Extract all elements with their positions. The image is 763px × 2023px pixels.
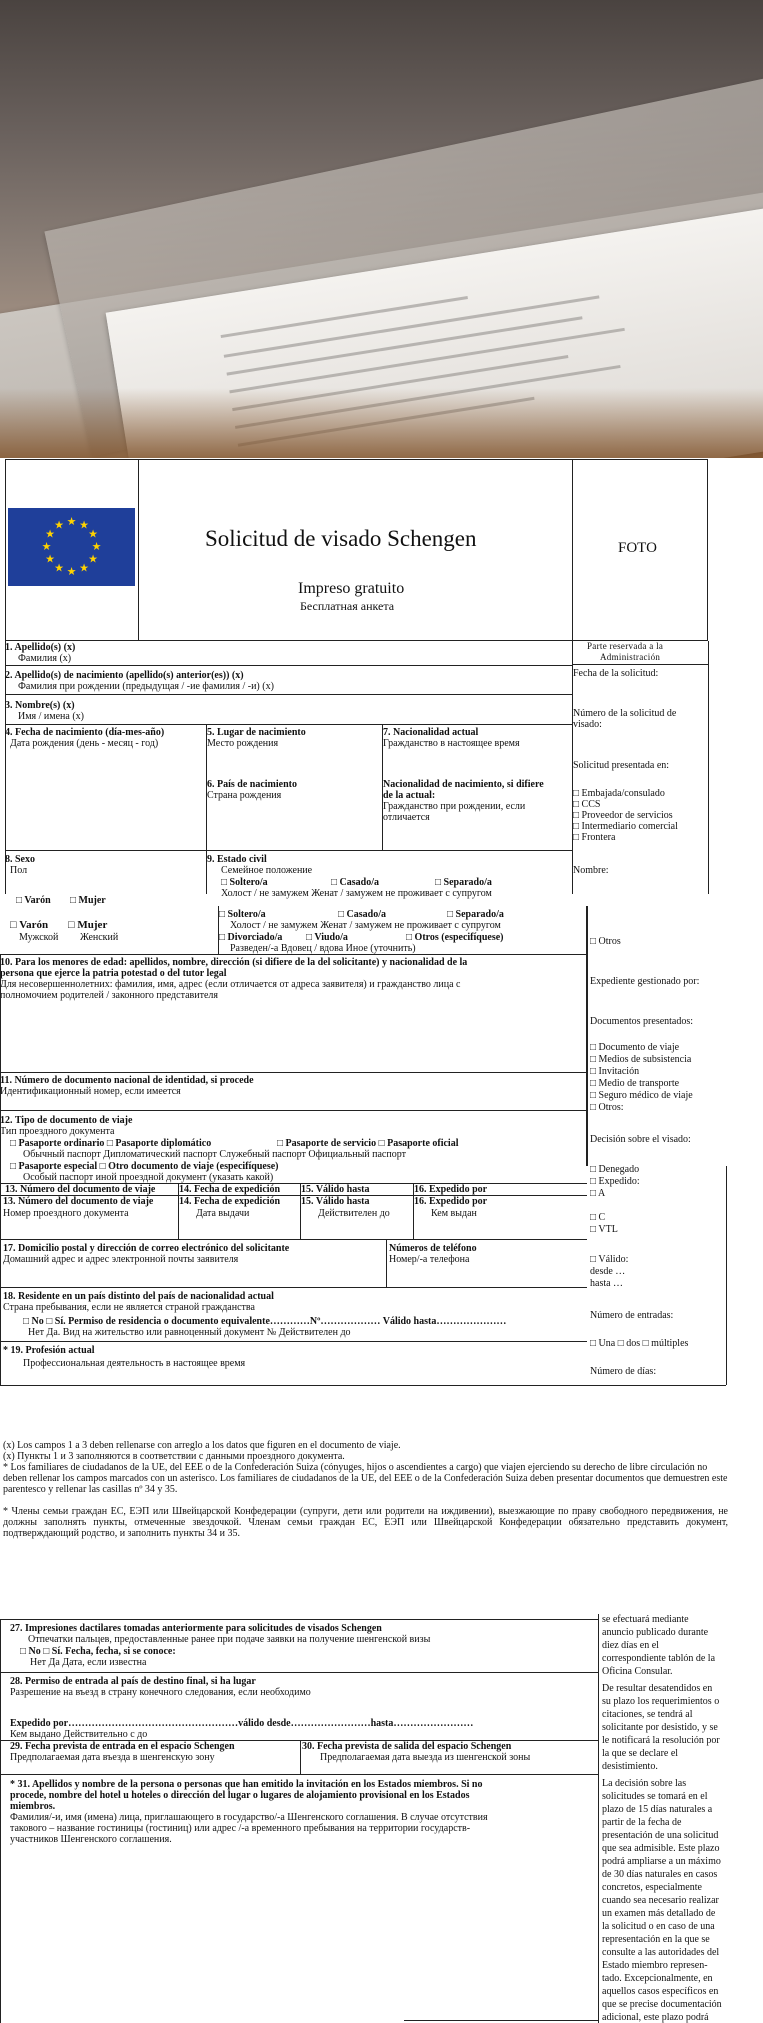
field-12-ru-2: Особый паспорт иной проездной документ (указать какой) (23, 1172, 274, 1183)
side-info-line: solicitante por desistido, y se (602, 1722, 718, 1733)
admin-opt-frontera: □ Frontera (573, 832, 616, 843)
field-8-ru: Пол (10, 865, 28, 876)
side-info-line: Estado miembro represen- (602, 1960, 708, 1971)
sex-male-checkbox-a[interactable]: □ Varón (16, 895, 51, 906)
sex-male-checkbox[interactable]: □ Varón (10, 919, 49, 931)
field-9-row-ru: Холост / не замужем Женат / замужем не проживает с супругом (230, 920, 501, 931)
side-info-line: partir de la fecha de (602, 1817, 682, 1828)
side-info-line: desistimiento. (602, 1761, 658, 1772)
field-7b-ru-1: Гражданство при рождении, если (383, 801, 526, 812)
field-6-label: 6. País de nacimiento (207, 779, 297, 790)
field-13-label: 13. Número del documento de viaje (3, 1196, 154, 1207)
field-30-label: 30. Fecha prevista de salida del espacio Schengen (302, 1741, 512, 1752)
field-10-label-2: persona que ejerce la patria potestad o del tutor legal (0, 968, 227, 979)
photo-box-label: FOTO (618, 540, 657, 556)
field-28-label: 28. Permiso de entrada al país de destino final, si ha lugar (10, 1676, 256, 1687)
side-info-line: de 30 días naturales en casos (602, 1869, 718, 1880)
field-27-opts-ru: Нет Да Дата, если известна (30, 1657, 147, 1668)
svg-text:★: ★ (66, 515, 77, 528)
field-29-label: 29. Fecha prevista de entrada en el espacio Schengen (10, 1741, 235, 1752)
field-12-label: 12. Tipo de documento de viaje (0, 1115, 133, 1126)
field-18-label: 18. Residente en un país distinto del país de nacionalidad actual (3, 1291, 274, 1302)
field-16-label: 16. Expedido por (414, 1196, 488, 1207)
field-31-ru-3: участников Шенгенского соглашения. (10, 1834, 172, 1845)
field-31-label-3: miembros. (10, 1801, 56, 1812)
admin-expediente: Expediente gestionado por: (590, 976, 700, 987)
field-28-expedido: Expedido por……………………………………………válido desde……………………hasta…………………… (10, 1718, 474, 1729)
admin-documentos: Documentos presentados: (590, 1016, 694, 1027)
field-7b-label-1: Nacionalidad de nacimiento, si difiere (383, 779, 544, 790)
field-12-ru-1: Обычный паспорт Дипломатический паспорт Служебный паспорт Официальный паспорт (23, 1149, 406, 1160)
svg-text:★: ★ (54, 518, 64, 532)
field-15-label-a: 15. Válido hasta (301, 1184, 370, 1195)
admin-dec-1: □ Denegado (590, 1164, 640, 1175)
field-14-label: 14. Fecha de expedición (179, 1196, 281, 1207)
field-28-ru: Разрешение на въезд в страну конечного следования, если необходимо (10, 1687, 311, 1698)
field-10-ru-1: Для несовершеннолетних: фамилия, имя, адрес (если отличается от адреса заявителя) и гражданство лица с (0, 979, 461, 990)
sex-male-ru: Мужской (19, 932, 59, 943)
field-28-expedido-ru: Кем выдано Действительно с до (10, 1729, 148, 1740)
form-subtitle: Impreso gratuito (298, 580, 405, 597)
svg-text:★: ★ (88, 527, 98, 541)
field-2-ru: Фамилия при рождении (предыдущая / -ие фамилия / -и) (х) (18, 681, 274, 692)
field-4-label: 4. Fecha de nacimiento (día-mes-año) (5, 727, 165, 738)
admin-otros: □ Otros (590, 936, 621, 947)
field-9-row2-ru: Разведен/-а Вдовец / вдова Иное (уточнить) (230, 943, 416, 954)
admin-doc-6: □ Otros: (590, 1102, 624, 1113)
admin-doc-3: □ Invitación (590, 1066, 640, 1077)
admin-entradas-opts: □ Una □ dos □ múltiples (590, 1338, 689, 1349)
field-6-ru: Страна рождения (207, 790, 282, 801)
field-9-row-ru-a: Холост / не замужем Женат / замужем не проживает с супругом (221, 888, 492, 899)
footnote-1: (x) Los campos 1 a 3 deben rellenarse con arreglo a los datos que figuren en el documento de viaje. (3, 1440, 401, 1451)
admin-dec-5: □ VTL (590, 1224, 618, 1235)
field-4-ru: Дата рождения (день - месяц - год) (10, 738, 159, 749)
side-info-line: un examen más detallado de (602, 1908, 716, 1919)
field-13-label-a: 13. Número del documento de viaje (5, 1184, 156, 1195)
admin-fecha: Fecha de la solicitud: (573, 668, 659, 679)
side-info-line: citaciones, se tendrá al (602, 1709, 693, 1720)
admin-doc-2: □ Medios de subsistencia (590, 1054, 692, 1065)
admin-nombre: Nombre: (573, 865, 609, 876)
svg-text:★: ★ (66, 565, 77, 578)
marital-single-checkbox-a[interactable]: □ Soltero/a (221, 877, 268, 888)
field-31-ru-1: Фамилия/-и, имя (имена) лица, приглашающего в государство/-а Шенгенского соглашения. В случае отсутствия (10, 1812, 488, 1823)
side-info-line: que sea admisible. Este plazo (602, 1843, 720, 1854)
side-info-line: su plazo los requerimientos o (602, 1696, 720, 1707)
doc-type-special-other[interactable]: □ Pasaporte especial □ Otro documento de viaje (especifíquese) (10, 1161, 279, 1172)
side-info-line: diez días en el (602, 1640, 659, 1651)
svg-text:★: ★ (45, 552, 55, 566)
field-18-opts-ru: Нет Да. Вид на жительство или равноценный документ № Действителен до (28, 1327, 351, 1338)
admin-dec-2: □ Expedido: (590, 1176, 640, 1187)
side-info-line: correspondiente tablón de la (602, 1653, 716, 1664)
field-29-ru: Предполагаемая дата въезда в шенгенскую зону (10, 1752, 215, 1763)
document-stack-photo (0, 0, 763, 458)
svg-text:★: ★ (45, 527, 55, 541)
field-11-label: 11. Número de documento nacional de identidad, si procede (0, 1075, 254, 1086)
side-info-line: solicitudes se tomará en el (602, 1791, 708, 1802)
field-31-ru-2: такового – название гостиницы (гостиниц) или адрес /-а временного пребывания на территории государств- (10, 1823, 471, 1834)
svg-text:★: ★ (54, 561, 64, 575)
field-7b-ru-2: отличается (383, 812, 430, 823)
field-31-label-1: * 31. Apellidos y nombre de la persona o personas que han emitido la invitación en los Estados miembros. Si no (10, 1779, 483, 1790)
visa-form-page (0, 458, 763, 2023)
admin-hasta: hasta … (590, 1278, 624, 1289)
side-info-line: adicional, este plazo podrá (602, 2012, 709, 2023)
field-19-label: * 19. Profesión actual (3, 1345, 95, 1356)
field-17-phone-ru: Номер/-а телефона (389, 1254, 470, 1265)
side-info-line: se efectuará mediante (602, 1614, 689, 1625)
field-8-label: 8. Sexo (5, 854, 35, 865)
admin-entradas: Número de entradas: (590, 1310, 674, 1321)
marital-widowed-checkbox[interactable]: □ Viudo/a (306, 932, 348, 943)
side-info-line: consulte a las autoridades del (602, 1947, 720, 1958)
field-9-label: 9. Estado civil (207, 854, 267, 865)
side-info-line: que se precise documentación (602, 1999, 722, 2010)
eu-flag-icon (8, 508, 135, 586)
doc-type-service-official[interactable]: □ Pasaporte de servicio □ Pasaporte oficial (277, 1138, 459, 1149)
admin-opt-embajada: □ Embajada/consulado (573, 788, 665, 799)
field-1-label: 1. Apellido(s) (x) (5, 642, 76, 653)
side-info-line: concretos, especialmente (602, 1882, 702, 1893)
side-info-line: la solicitud o en caso de una (602, 1921, 715, 1932)
fingerprints-options[interactable]: □ No □ Sí. Fecha, fecha, si se conoce: (20, 1646, 176, 1657)
field-7b-label-2: de la actual: (383, 790, 436, 801)
svg-text:★: ★ (79, 518, 89, 532)
footnote-4: * Члены семьи граждан ЕС, ЕЭП или Швейцарской Конфедерации (супруги, дети или родители на иждивении), выезжающие по праву свободного передвижения, не должны заполнять пункты, отмеченные звездочкой. Членам семьи граждан ЕС, ЕЭП или Швейцарской Конфедерации обязательно представить документ, подтверждающий родство, и заполнить пункты 34 и 35. (3, 1506, 728, 1539)
field-10-ru-2: полномочием родителей / законного представителя (0, 990, 218, 1001)
admin-valido: □ Válido: (590, 1254, 629, 1265)
side-info-line: la que se declare el (602, 1748, 679, 1759)
field-15-label: 15. Válido hasta (301, 1196, 370, 1207)
field-11-ru: Идентификационный номер, если имеется (0, 1086, 181, 1097)
side-info-line: De resultar desatendidos en (602, 1683, 713, 1694)
field-16-ru: Кем выдан (431, 1208, 477, 1219)
admin-title-2: Administración (600, 652, 661, 662)
admin-dias: Número de días: (590, 1366, 657, 1377)
side-info-line: podrá ampliarse a un máximo (602, 1856, 721, 1867)
field-7-label: 7. Nacionalidad actual (383, 727, 479, 738)
admin-desde: desde … (590, 1266, 626, 1277)
field-5-ru: Место рождения (207, 738, 279, 749)
field-18-ru: Страна пребывания, если не является страной гражданства (3, 1302, 255, 1313)
field-16-label-a: 16. Expedido por (414, 1184, 488, 1195)
field-17-phone: Números de teléfono (389, 1243, 477, 1254)
admin-dec-3: □ A (590, 1188, 606, 1199)
sex-female-checkbox-a[interactable]: □ Mujer (70, 895, 106, 906)
admin-numero-2: visado: (573, 719, 602, 730)
field-31-label-2: procede, nombre del hotel u hoteles o dirección del lugar o lugares de alojamiento provisional en los Estados (10, 1790, 470, 1801)
field-2-label: 2. Apellido(s) de nacimiento (apellido(s) anterior(es)) (x) (5, 670, 244, 681)
admin-doc-5: □ Seguro médico de viaje (590, 1090, 693, 1101)
form-subtitle-ru: Бесплатная анкета (300, 599, 395, 613)
field-17-label: 17. Domicilio postal y dirección de correo electrónico del solicitante (3, 1243, 290, 1254)
admin-doc-1: □ Documento de viaje (590, 1042, 680, 1053)
admin-title-1: Parte reservada a la (587, 641, 664, 651)
side-info-line: tado. Excepcionalmente, en (602, 1973, 713, 1984)
marital-other-checkbox[interactable]: □ Otros (especifíquese) (406, 932, 504, 943)
admin-dec-4: □ C (590, 1212, 606, 1223)
field-12-ru: Тип проездного документа (0, 1126, 115, 1137)
marital-separated-checkbox[interactable]: □ Separado/a (447, 909, 504, 920)
admin-opt-ccs: □ CCS (573, 799, 601, 810)
admin-decision: Decisión sobre el visado: (590, 1134, 691, 1145)
field-27-label: 27. Impresiones dactilares tomadas anteriormente para solicitudes de visados Schengen (10, 1623, 382, 1634)
svg-text:★: ★ (79, 561, 89, 575)
marital-divorced-checkbox[interactable]: □ Divorciado/a (219, 932, 283, 943)
svg-text:★: ★ (88, 552, 98, 566)
field-30-ru: Предполагаемая дата выезда из шенгенской зоны (320, 1752, 531, 1763)
field-27-ru: Отпечатки пальцев, предоставленные ранее при подаче заявки на получение шенгенской визы (28, 1634, 431, 1645)
field-10-label-1: 10. Para los menores de edad: apellidos, nombre, dirección (si difiere de la del solicitante) y nacionalidad de la (0, 957, 468, 968)
side-info-line: anuncio publicado durante (602, 1627, 709, 1638)
side-info-line: representación en la que se (602, 1934, 710, 1945)
doc-type-ordinary-diplomatic[interactable]: □ Pasaporte ordinario □ Pasaporte diplomático (10, 1138, 212, 1149)
svg-text:★: ★ (41, 540, 52, 553)
side-info-line: La decisión sobre las (602, 1778, 687, 1789)
side-info-line: le notificará la resolución por (602, 1735, 720, 1746)
marital-single-checkbox[interactable]: □ Soltero/a (219, 909, 266, 920)
side-info-line: cuando sea necesario realizar (602, 1895, 719, 1906)
marital-separated-checkbox-a[interactable]: □ Separado/a (435, 877, 492, 888)
footnote-3: * Los familiares de ciudadanos de la UE, del EEE o de la Confederación Suiza (cónyuges, hijos o ascendientes a cargo) que viajen ejerciendo su derecho de libre circulación no deben rellenar los campos marcados con un asterisco. Los familiares de ciudadanos de la UE, del EEE o de la Confederación Suiza deben presentar documentos que demuestren este parentesco y rellenar las casillas nº 34 y 35. (3, 1462, 728, 1495)
field-19-ru: Профессиональная деятельность в настоящее время (23, 1358, 246, 1369)
marital-married-checkbox-a[interactable]: □ Casado/a (331, 877, 379, 888)
field-7-ru: Гражданство в настоящее время (383, 738, 520, 749)
admin-numero-1: Número de la solicitud de (573, 708, 677, 719)
field-14-label-a: 14. Fecha de expedición (179, 1184, 281, 1195)
marital-married-checkbox[interactable]: □ Casado/a (338, 909, 386, 920)
field-9-ru: Семейное положение (221, 865, 313, 876)
form-title: Solicitud de visado Schengen (205, 526, 477, 551)
sex-female-ru: Женский (80, 932, 119, 943)
field-5-label: 5. Lugar de nacimiento (207, 727, 306, 738)
admin-opt-proveedor: □ Proveedor de servicios (573, 810, 673, 821)
admin-opt-intermediario: □ Intermediario comercial (573, 821, 678, 832)
field-3-label: 3. Nombre(s) (x) (5, 700, 75, 711)
field-15-ru: Действителен до (318, 1208, 390, 1219)
field-1-ru: Фамилия (х) (18, 653, 72, 664)
side-info-line: presentación de una solicitud (602, 1830, 719, 1841)
field-13-ru: Номер проездного документа (3, 1208, 129, 1219)
sex-female-checkbox[interactable]: □ Mujer (68, 919, 108, 931)
svg-text:★: ★ (91, 540, 102, 553)
side-info-line: aquellos casos específicos en (602, 1986, 719, 1997)
side-info-line: Oficina Consular. (602, 1666, 673, 1677)
admin-presentada: Solicitud presentada en: (573, 760, 670, 771)
field-14-ru: Дата выдачи (196, 1208, 250, 1219)
field-3-ru: Имя / имена (х) (18, 711, 84, 722)
side-info-line: plazo de 15 días naturales a (602, 1804, 713, 1815)
admin-doc-4: □ Medio de transporte (590, 1078, 680, 1089)
residence-permit-options[interactable]: □ No □ Sí. Permiso de residencia o documento equivalente…………Nº……………… Válido hasta………………… (23, 1316, 507, 1327)
footnote-2: (х) Пункты 1 и 3 заполняются в соответствии с данными проездного документа. (3, 1451, 345, 1462)
field-17-ru: Домашний адрес и адрес электронной почты заявителя (3, 1254, 239, 1265)
